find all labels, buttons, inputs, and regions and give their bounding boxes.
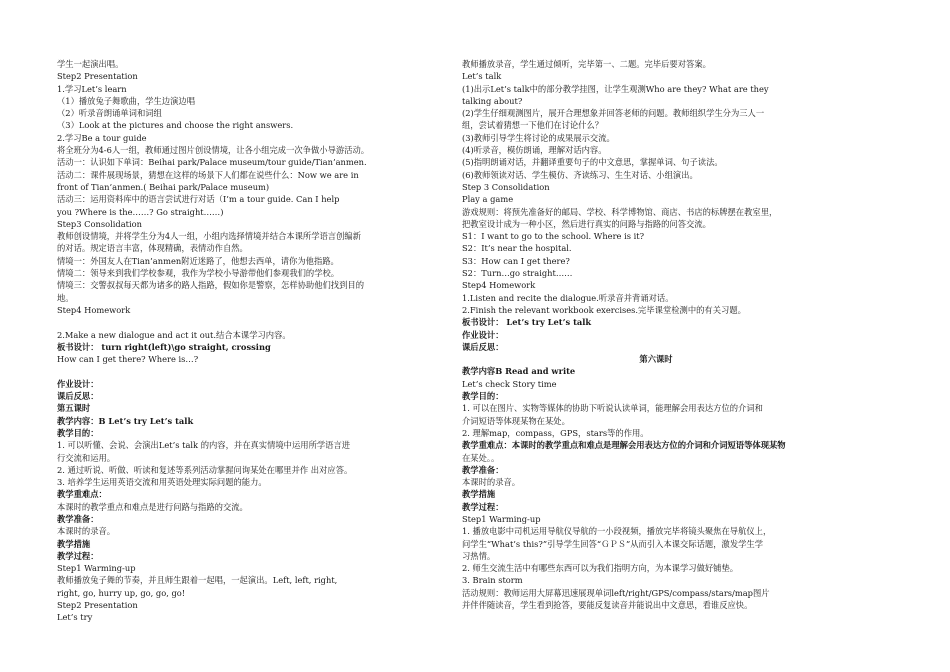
right-column-line: S1：I want to go to the school. Where is it? (462, 231, 645, 242)
right-column-line: Step4 Homework (462, 280, 536, 291)
right-column-line: 把教室设计成为一种小区，然后进行真实的问路与指路的问答交流。 (462, 218, 711, 229)
left-column-line: （2）听录音朗诵单词和词组 (57, 108, 162, 119)
left-column-line: 情境一：外国友人在Tian’anmen附近迷路了，他想去西单，请你为他指路。 (57, 255, 339, 266)
right-column-line: 课后反思： (462, 341, 504, 352)
left-column-line: 活动二：课件展现场景，猜想在这样的场景下人们都在说些什么：Now we are in (57, 169, 359, 180)
right-column-line: 教学重难点：本课时的教学重点和难点是理解会用表达方位的介词和介词短语等体现某物 (462, 440, 786, 451)
left-column-line: 的对话。规定语言丰富，体现精确，表情动作自然。 (57, 243, 248, 254)
left-column-line (57, 365, 442, 377)
left-column-line: 2.学习Be a tour guide (57, 132, 147, 143)
right-column-line: Step1 Warming-up (462, 513, 541, 524)
left-column-line: you ?Where is the……? Go straight……) (57, 206, 224, 217)
left-column-line: front of Tian’anmen.( Beihai park/Palace museum) (57, 181, 270, 192)
left-column-line: 教学准备： (57, 513, 99, 524)
left-column-line: 教师创设情境，并将学生分为4人一组，小组内选择情境并结合本课所学语言创编新 (57, 231, 361, 242)
left-column-line: 1.学习Let’s learn (57, 83, 127, 94)
right-column-line: 本课时的录音。 (462, 477, 521, 488)
left-column-line (57, 316, 442, 328)
left-column-line: 教师播放兔子舞的节奏，并且师生跟着一起唱，一起演出。Left, left, right, (57, 575, 338, 586)
left-column-line: 本课时的教学重点和难点是进行问路与指路的交流。 (57, 501, 248, 512)
right-column-line: 2. 理解map，compass，GPS，stars等的作用。 (462, 427, 649, 438)
left-column-line: 教学过程： (57, 550, 99, 561)
right-column-line: S3：How can I get there? (462, 255, 570, 266)
left-column-line: 情境二：领导来到我们学校参观，我作为学校小导游带他们参观我们的学校。 (57, 268, 340, 279)
left-column-line: Let’s try (57, 612, 93, 623)
right-column-line: 问学生“What’s this?”引导学生回答“ＧＰＳ”从而引入本课交际话题，激发学生学 (462, 538, 764, 549)
left-column-line: 课后反思： (57, 391, 99, 402)
left-column-line: （3）Look at the pictures and choose the right answers. (57, 120, 294, 131)
right-column-line: (5)指明朗诵对话，并翻译重要句子的中文意思，掌握单词、句子读法。 (462, 157, 723, 168)
right-column-line: 并伴伴随读音，学生看到抢答，要能反复读音并能说出中文意思，看谁反应快。 (462, 600, 753, 611)
left-column-line: 第五课时 (57, 403, 91, 414)
left-column-line: 教学重难点： (57, 489, 107, 500)
right-column-line: 教师播放录音，学生通过倾听，完毕第一、二题。完毕后要对答案。 (462, 59, 711, 69)
left-column-line: 1. 可以听懂、会说、会演出Let’s talk 的内容，并在真实情境中运用所学语言进 (57, 440, 351, 451)
right-column-line: 在某处。。 (462, 452, 500, 463)
right-column-line: 2. 师生交流生活中有哪些东西可以为我们指明方向，为本课学习做好铺垫。 (462, 563, 739, 574)
right-column-line: Let’s check Story time (462, 378, 557, 389)
left-column-line: 本课时的录音。 (57, 526, 116, 537)
right-column-line: 教学过程： (462, 501, 504, 512)
right-column-line: 1. 播放电影中司机运用导航仪导航的一小段视频，播放完毕将镜头聚焦在导航仪上， (462, 526, 772, 537)
right-column-line: 教学内容B Read and write (462, 366, 576, 377)
right-column-line: (6)教师领读对话、学生模仿、齐读练习、生生对话、小组演出。 (462, 169, 698, 180)
left-column-line: 将全班分为4-6人一组，教师通过图片创设情境，让各小组完成一次争做小导游活动。 (57, 145, 370, 156)
right-column-line: 游戏规则：将预先准备好的邮局、学校、科学博物馆、商店、书店的标牌摆在教室里， (462, 206, 778, 217)
right-column-line: 1.Listen and recite the dialogue.听录音并背诵对话。 (462, 292, 674, 303)
right-column (462, 58, 850, 611)
right-column-line: 第六课时 (639, 354, 673, 365)
right-column-line: S2：It’s near the hospital. (462, 243, 572, 254)
left-column-line: 3. 培养学生运用英语交流和用英语处理实际问题的能力。 (57, 477, 267, 488)
left-column-line: 学生一起演出唱。 (57, 59, 124, 69)
right-column-line: 3. Brain storm (462, 575, 523, 586)
left-column-line: Step2 Presentation (57, 600, 138, 611)
right-column-line: 介词短语等体现某物在某处。 (462, 415, 570, 426)
right-column-line: 教学措施 (462, 489, 496, 500)
left-column-line: 2. 通过听说、听做、听读和复述等系列活动掌握问询某处在哪里并作 出对应答。 (57, 464, 353, 475)
right-column-line: 2.Finish the relevant workbook exercises.完毕课堂检测中的有关习题。 (462, 304, 746, 315)
left-column-line: How can I get there? Where is…? (57, 354, 199, 365)
right-column-line: (1)出示Let’s talk中的部分教学挂图，让学生观测Who are they? What are they (462, 83, 769, 94)
left-column-line: 行交流和运用。 (57, 452, 116, 463)
right-column-line: (4)听录音，模仿朗诵，理解对话内容。 (462, 145, 607, 156)
left-column-line: 板书设计： turn right(left)\go straight, crossing (57, 341, 271, 352)
left-column-line: Step3 Consolidation (57, 218, 142, 229)
right-column-line: (2)学生仔细观测图片，展开合理想象并回答老师的问题。教师组织学生分为三人一 (462, 108, 765, 119)
right-column-line: 板书设计： Let’s try Let’s talk (462, 317, 592, 328)
left-column (57, 58, 442, 624)
right-column-line: 组，尝试着猜想一下他们在讨论什么？ (462, 120, 604, 131)
left-column-line: 教学措施 (57, 538, 91, 549)
left-column-line: 作业设计： (57, 378, 99, 389)
left-column-line: 活动三：运用资料库中的语言尝试进行对话（I’m a tour guide. Can I help (57, 194, 340, 205)
right-column-line: (3)教师引导学生将讨论的成果展示交流。 (462, 132, 615, 143)
right-column-line: Step 3 Consolidation (462, 181, 550, 192)
right-column-line: S2：Turn…go straight…… (462, 268, 573, 279)
right-column-line: 习热情。 (462, 550, 496, 561)
left-column-line: 2.Make a new dialogue and act it out.结合本课学习内容。 (57, 329, 291, 340)
right-column-line: 活动规则：教师运用大屏幕迅速展现单词left/right/GPS/compass/stars/map图片 (462, 587, 770, 598)
right-column-line: 作业设计： (462, 329, 504, 340)
left-column-line: Step1 Warming-up (57, 563, 136, 574)
left-column-line: 教学目的： (57, 427, 99, 438)
left-column-line: 活动一：认识如下单词：Beihai park/Palace museum/tour guide/Tian’anmen. (57, 157, 367, 168)
right-column-line: Play a game (462, 194, 514, 205)
right-column-line: 教学目的： (462, 391, 504, 402)
left-column-line: Step2 Presentation (57, 71, 138, 82)
right-column-line: Let’s talk (462, 71, 502, 82)
left-column-line: 地。 (57, 292, 74, 303)
right-column-line: talking about? (462, 95, 523, 106)
left-column-line: right, go, hurry up, go, go, go! (57, 587, 186, 598)
right-column-line: 1. 可以在图片、实物等媒体的协助下听说认读单词，能理解会用表达方位的介词和 (462, 403, 763, 414)
left-column-line: 教学内容：B Let’s try Let’s talk (57, 415, 194, 426)
left-column-line: 情境三：交警叔叔每天都为诸多的路人指路，假如你是警察，怎样协助他们找到目的 (57, 280, 364, 291)
left-column-line: Step4 Homework (57, 304, 131, 315)
left-column-line: （1）播放兔子舞歌曲，学生边演边唱 (57, 95, 196, 106)
right-column-line: 教学准备： (462, 464, 504, 475)
